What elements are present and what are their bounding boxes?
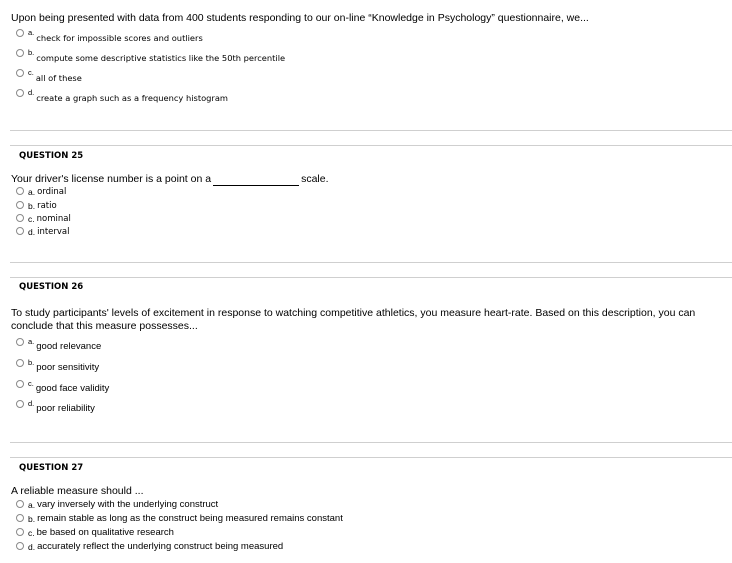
option-b[interactable]: [16, 358, 99, 372]
option-text: good relevance: [36, 341, 102, 352]
option-letter: a.: [28, 337, 35, 346]
option-text: good face validity: [35, 383, 110, 394]
radio-button[interactable]: [16, 29, 24, 37]
radio-button[interactable]: [16, 214, 24, 222]
question-stem: Upon being presented with data from 400 students responding to our on-line “Knowledge in Psychology” questionnaire, we...: [11, 12, 589, 24]
radio-button[interactable]: [16, 528, 24, 536]
option-text: be based on qualitative research: [36, 527, 174, 538]
option-c[interactable]: [16, 68, 82, 82]
radio-button[interactable]: [16, 380, 24, 388]
stem-text: scale.: [301, 173, 329, 185]
divider: [10, 130, 732, 131]
option-letter: b.: [28, 201, 36, 211]
radio-button[interactable]: [16, 514, 24, 522]
radio-button[interactable]: [16, 69, 24, 77]
option-letter: b.: [28, 514, 36, 524]
radio-button[interactable]: [16, 542, 24, 550]
radio-button[interactable]: [16, 201, 24, 209]
option-letter: d.: [28, 227, 36, 237]
option-text: poor reliability: [36, 403, 95, 414]
question-title: QUESTION 27: [19, 463, 84, 473]
radio-button[interactable]: [16, 338, 24, 346]
option-letter: d.: [28, 399, 35, 408]
option-a[interactable]: [16, 499, 218, 513]
option-letter: c.: [28, 379, 34, 388]
option-c[interactable]: [16, 527, 174, 541]
radio-button[interactable]: [16, 187, 24, 195]
divider: [10, 442, 732, 443]
option-letter: a.: [28, 187, 36, 197]
option-text: ordinal: [37, 187, 67, 197]
option-letter: a.: [28, 500, 36, 510]
option-d[interactable]: [16, 399, 95, 413]
divider: [10, 457, 732, 458]
option-d[interactable]: [16, 226, 70, 240]
option-c[interactable]: [16, 379, 109, 393]
option-text: all of these: [35, 73, 82, 83]
option-a[interactable]: [16, 28, 203, 42]
option-letter: a.: [28, 28, 35, 37]
radio-button[interactable]: [16, 227, 24, 235]
radio-button[interactable]: [16, 49, 24, 57]
option-text: vary inversely with the underlying construct: [37, 499, 219, 510]
fill-in-blank: [213, 175, 299, 186]
option-a[interactable]: [16, 186, 66, 200]
stem-text: Your driver's license number is a point on a: [11, 173, 212, 185]
question-stem: [11, 173, 329, 186]
option-b[interactable]: [16, 513, 343, 527]
option-d[interactable]: [16, 88, 228, 102]
option-b[interactable]: [16, 48, 285, 62]
option-letter: b.: [28, 48, 35, 57]
option-c[interactable]: [16, 213, 71, 227]
option-b[interactable]: [16, 200, 57, 214]
radio-button[interactable]: [16, 359, 24, 367]
radio-button[interactable]: [16, 400, 24, 408]
option-text: compute some descriptive statistics like the 50th percentile: [36, 53, 286, 63]
option-letter: d.: [28, 88, 35, 97]
divider: [10, 145, 732, 146]
option-letter: c.: [28, 528, 35, 538]
option-text: remain stable as long as the construct being measured remains constant: [37, 513, 343, 524]
option-letter: d.: [28, 542, 36, 552]
option-letter: c.: [28, 68, 34, 77]
radio-button[interactable]: [16, 89, 24, 97]
option-text: poor sensitivity: [36, 362, 100, 373]
option-text: interval: [37, 227, 70, 237]
divider: [10, 262, 732, 263]
divider: [10, 277, 732, 278]
option-text: create a graph such as a frequency histogram: [36, 93, 229, 103]
option-text: check for impossible scores and outliers: [36, 33, 203, 43]
question-title: QUESTION 25: [19, 151, 84, 161]
question-stem: [11, 307, 726, 333]
option-text: ratio: [37, 201, 57, 211]
stem-line: To study participants' levels of excitement in response to watching competitive athletics, you measure heart-rate. Based on this description, you can: [11, 307, 696, 319]
radio-button[interactable]: [16, 500, 24, 508]
option-text: accurately reflect the underlying construct being measured: [37, 541, 284, 552]
option-d[interactable]: [16, 541, 283, 555]
question-stem: A reliable measure should ...: [11, 485, 144, 497]
option-text: nominal: [36, 214, 71, 224]
question-title: QUESTION 26: [19, 282, 84, 292]
option-letter: c.: [28, 214, 35, 224]
option-letter: b.: [28, 358, 35, 367]
option-a[interactable]: [16, 337, 101, 351]
stem-line: conclude that this measure possesses...: [11, 320, 198, 332]
